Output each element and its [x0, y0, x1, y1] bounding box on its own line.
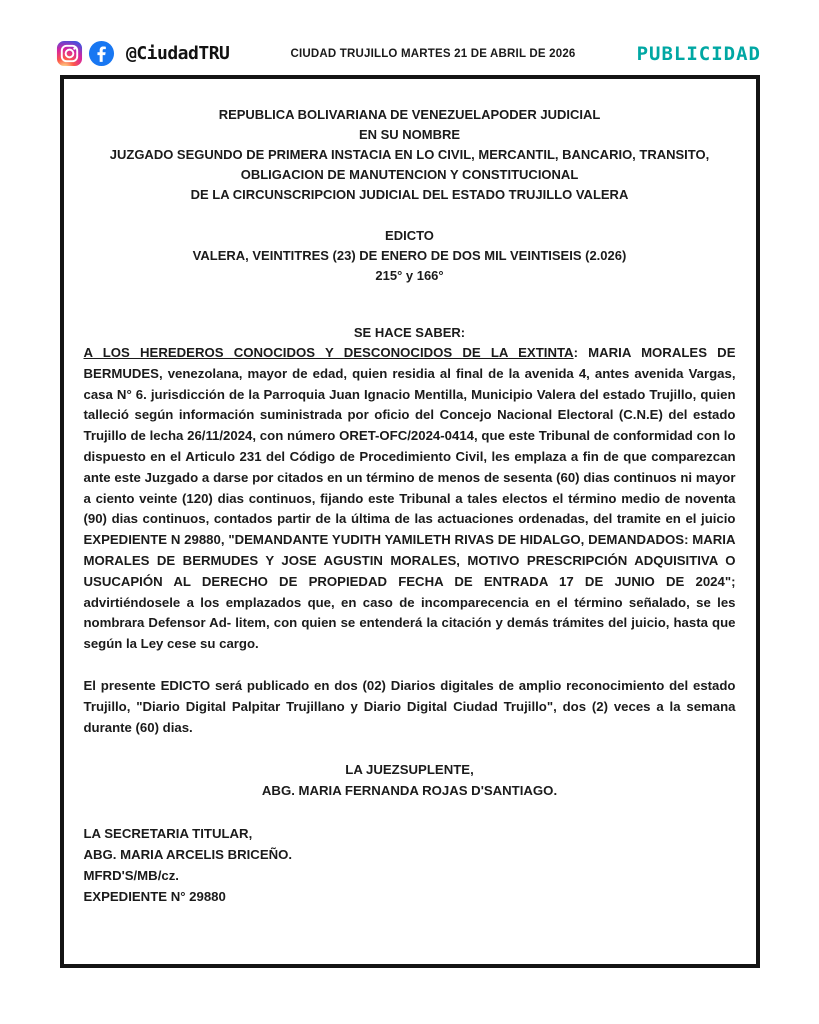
court-title-line: REPUBLICA BOLIVARIANA DE VENEZUELAPODER JUDICIAL: [218, 107, 601, 122]
secretary-signature-block: [84, 823, 736, 907]
edict-body-text: : MARIA MORALES DE BERMUDES, venezolana, mayor de edad, quien residia al final de la avenida 4, antes avenida Vargas, casa N° 6. jurisdicción de la Parroquia Juan Ignacio Mentilla, Municipio Valera del estado Trujillo, quien talleció según información suministrada por oficio del Concejo Nacional Electoral (C.N.E) del estado Trujillo de lecha 26/11/2024, con número ORET-OFC/2024-0414, que este Tribunal de conformidad con lo dispuesto en el Articulo 231 del Código de Procedimiento Civil, les emplaza a fin de que comparezcan ante este Juzgado a darse por citados en un término de menos de sesenta (60) dias continuos ni mayor a ciento veinte (120) dias continuos, fijando este Tribunal a tales electos el término medio de noventa (90) dias continuos, contados partir de la última de las actuaciones ordenadas, del tramite en el juicio EXPEDIENTE N 29880, "DEMANDANTE YUDITH YAMILETH RIVAS DE HIDALGO, DEMANDADOS: MARIA MORALES DE BERMUDES Y JOSE AGUSTIN MORALES, MOTIVO PRESCRIPCIÓN ADQUISITIVA O USUCAPIÓN AL DERECHO DE PROPIEDAD FECHA DE ENTRADA 17 DE JUNIO DE 2024"; advirtiéndosele a los emplazados que, en caso de incomparecencia en el término señalado, se les nombrara Defensor Ad- litem, con quien se entenderá la citación y demás trámites del juicio, hasta que según la Ley cese su cargo.: [83, 345, 736, 652]
secretary-title: LA SECRETARIA TITULAR,: [83, 826, 253, 842]
masthead-date: CIUDAD TRUJILLO MARTES 21 DE ABRIL DE 2026: [290, 47, 576, 60]
edict-document-frame: [60, 75, 760, 968]
judge-name: ABG. MARIA FERNANDA ROJAS D'SANTIAGO.: [261, 783, 558, 799]
notice-addressees: A LOS HEREDEROS CONOCIDOS Y DESCONOCIDOS DE LA EXTINTA: [83, 345, 574, 360]
reference-code: MFRD'S/MB/cz.: [83, 868, 179, 884]
account-handle: @CiudadTRU: [126, 43, 230, 64]
court-title-line: EN SU NOMBRE: [358, 127, 461, 142]
publicidad-label: PUBLICIDAD: [636, 42, 761, 65]
facebook-icon: [88, 40, 115, 67]
judge-title: LA JUEZSUPLENTE,: [345, 762, 474, 778]
judge-signature-block: [84, 759, 736, 801]
court-title-line: DE LA CIRCUNSCRIPCION JUDICIAL DEL ESTADO TRUJILLO VALERA: [190, 187, 629, 202]
header: [0, 0, 819, 75]
publication-paragraph: El presente EDICTO será publicado en dos (02) Diarios digitales de amplio reconocimiento del estado Trujillo, "Diario Digital Palpitar Trujillano y Diario Digital Ciudad Trujillo", dos (2) veces a la semana durante (60) dias.: [83, 677, 736, 735]
edicto-date-line: VALERA, VEINTITRES (23) DE ENERO DE DOS MIL VEINTISEIS (2.026): [192, 248, 627, 263]
se-hace-saber-heading: SE HACE SABER:: [353, 325, 466, 340]
social-handle-group: [56, 40, 229, 67]
court-title-line: JUZGADO SEGUNDO DE PRIMERA INSTACIA EN LO CIVIL, MERCANTIL, BANCARIO, TRANSITO,: [109, 147, 710, 162]
edicto-heading-block: [84, 226, 736, 286]
edicto-years-line: 215° y 166°: [375, 268, 444, 283]
instagram-icon: [56, 40, 83, 67]
edicto-heading: EDICTO: [385, 228, 434, 243]
court-title-block: [84, 105, 736, 205]
secretary-name: ABG. MARIA ARCELIS BRICEÑO.: [83, 847, 293, 863]
expediente-number: EXPEDIENTE N° 29880: [83, 889, 226, 905]
court-title-line: OBLIGACION DE MANUTENCION Y CONSTITUCIONAL: [240, 167, 579, 182]
edict-body-paragraph: [84, 343, 736, 655]
